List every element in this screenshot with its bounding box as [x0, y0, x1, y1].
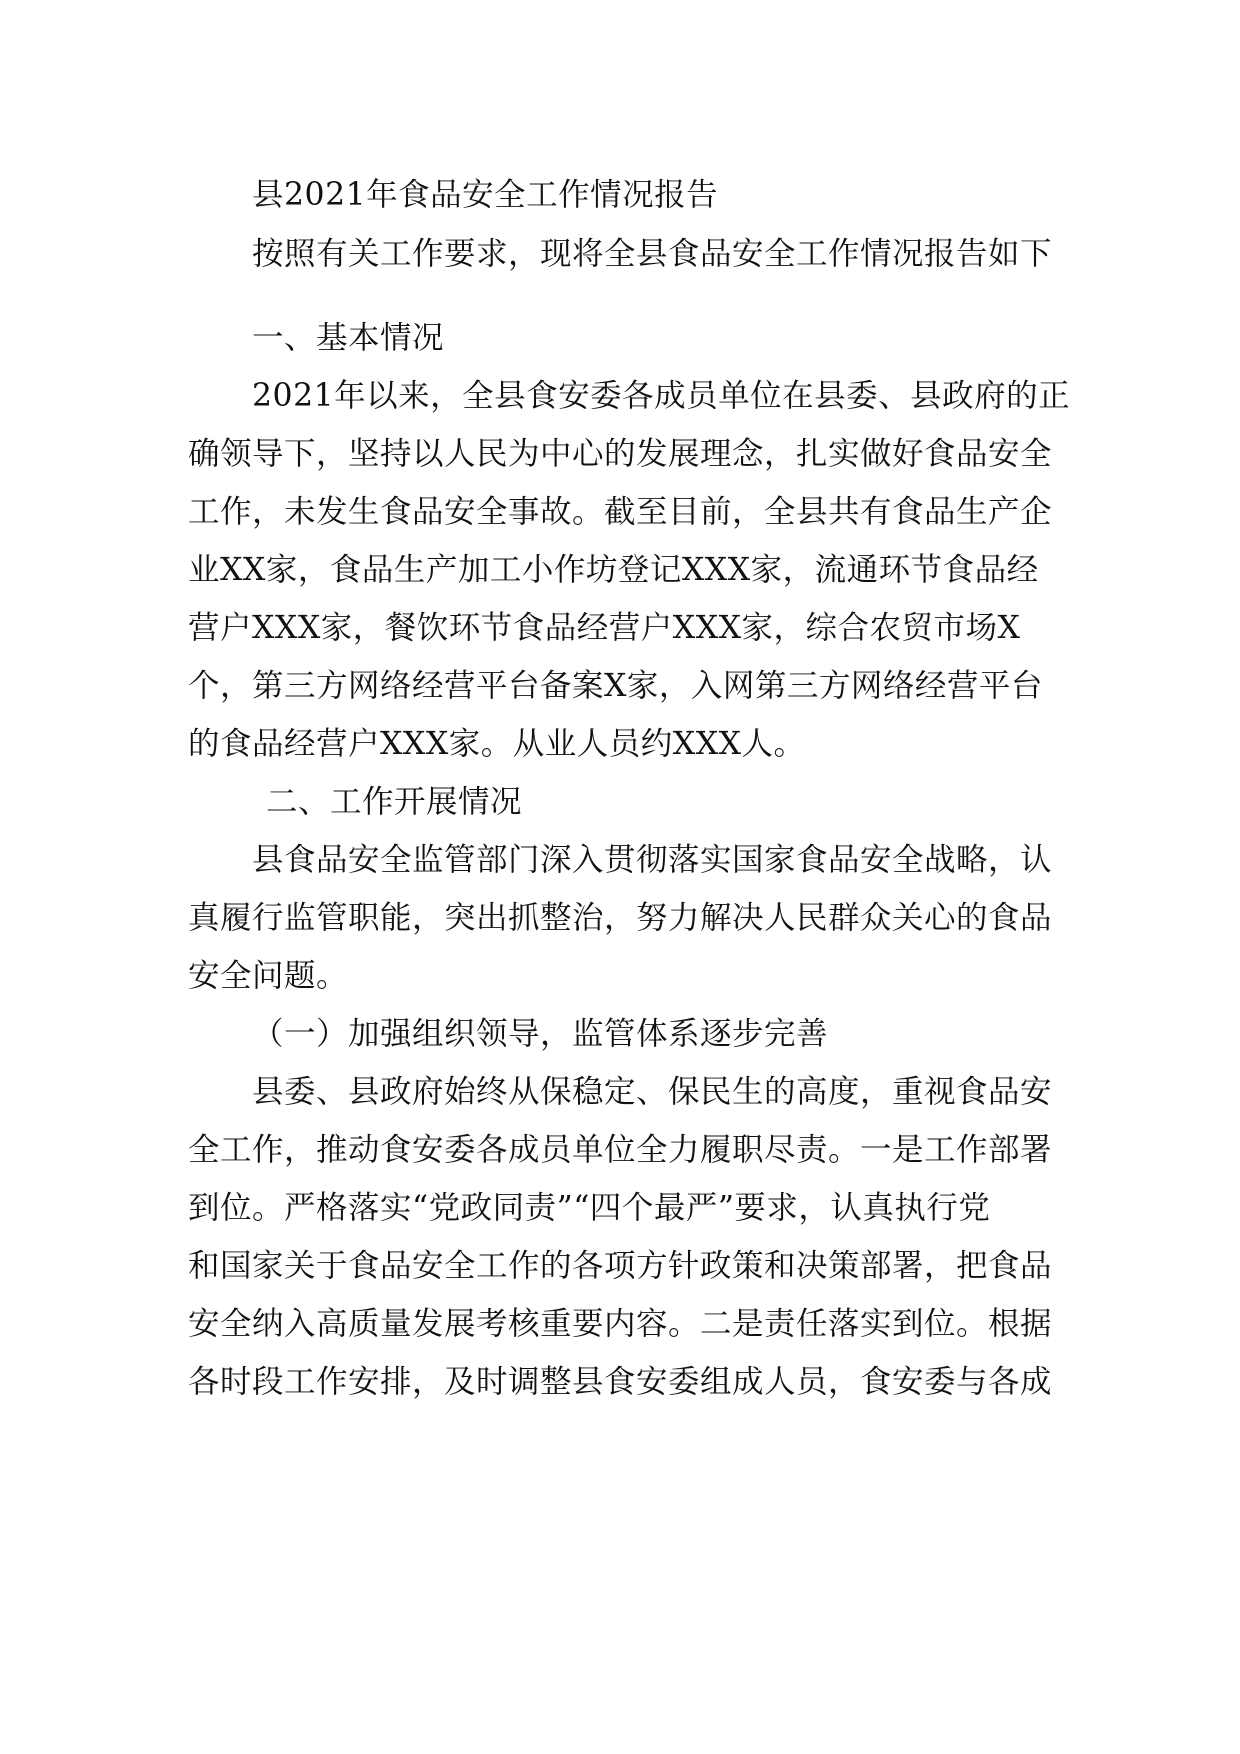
paragraph-line: 安全纳入高质量发展考核重要内容。二是责任落实到位。根据: [188, 1306, 1053, 1342]
paragraph-line: 县委、县政府始终从保稳定、保民生的高度，重视食品安: [252, 1074, 1053, 1110]
document-title: 县2021年食品安全工作情况报告: [252, 177, 719, 213]
paragraph-line: 到位。严格落实“党政同责”“四个最严”要求，认真执行党: [188, 1190, 991, 1226]
paragraph-line: 营户XXX家，餐饮环节食品经营户XXX家，综合农贸市场X: [188, 610, 1021, 646]
paragraph-line: 和国家关于食品安全工作的各项方针政策和决策部署，把食品: [188, 1248, 1053, 1284]
paragraph-line: 县食品安全监管部门深入贯彻落实国家食品安全战略，认: [252, 842, 1053, 878]
intro-paragraph: 按照有关工作要求，现将全县食品安全工作情况报告如下: [252, 236, 1053, 272]
paragraph-line: 个，第三方网络经营平台备案X家，入网第三方网络经营平台: [188, 668, 1043, 704]
paragraph-line: 各时段工作安排，及时调整县食安委组成人员，食安委与各成: [188, 1364, 1053, 1400]
subsection-heading: （一）加强组织领导，监管体系逐步完善: [252, 1016, 829, 1052]
paragraph-line: 确领导下，坚持以人民为中心的发展理念，扎实做好食品安全: [188, 436, 1053, 472]
paragraph-line: 2021年以来，全县食安委各成员单位在县委、县政府的正: [252, 378, 1071, 414]
paragraph-line: 全工作，推动食安委各成员单位全力履职尽责。一是工作部署: [188, 1132, 1053, 1168]
paragraph-line: 的食品经营户XXX家。从业人员约XXX人。: [188, 726, 806, 762]
section-heading-basic: 一、基本情况: [252, 320, 445, 356]
paragraph-line: 安全问题。: [188, 958, 349, 994]
paragraph-line: 工作，未发生食品安全事故。截至目前，全县共有食品生产企: [188, 494, 1053, 530]
section-heading-work: 二、工作开展情况: [266, 784, 523, 820]
paragraph-line: 真履行监管职能，突出抓整治，努力解决人民群众关心的食品: [188, 900, 1053, 936]
paragraph-line: 业XX家，食品生产加工小作坊登记XXX家，流通环节食品经: [188, 552, 1039, 588]
